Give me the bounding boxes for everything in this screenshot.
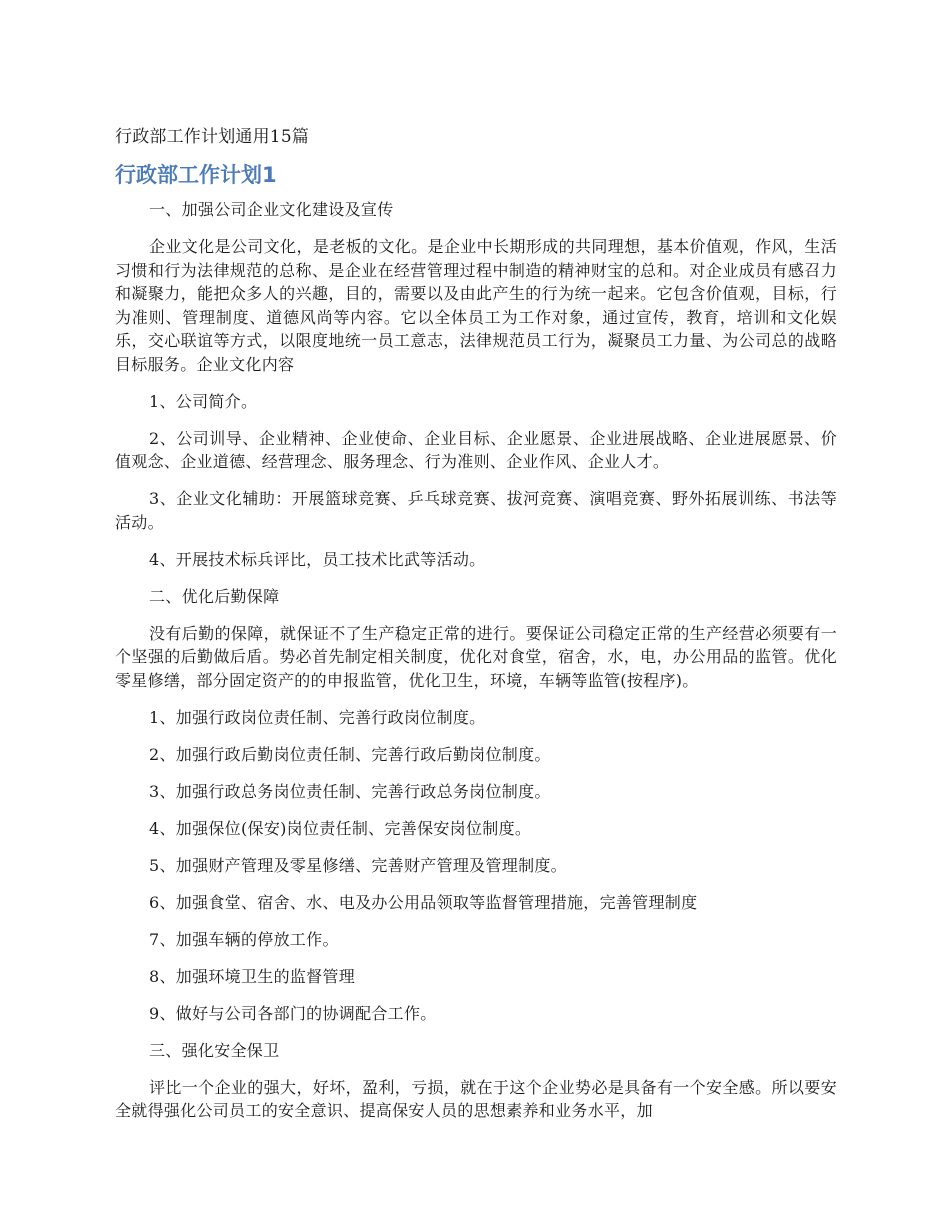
list-item: 2、公司训导、企业精神、企业使命、企业目标、企业愿景、企业进展战略、企业进展愿景、价值观念、企业道德、经营理念、服务理念、行为准则、企业作风、企业人才。 <box>115 428 837 471</box>
paragraph-logistics-body: 没有后勤的保障，就保证不了生产稳定正常的进行。要保证公司稳定正常的生产经营必须要有一个坚强的后勤做后盾。势必首先制定相关制度，优化对食堂，宿舍，水，电，办公用品的监管。优化零星修缮，部分固定资产的的申报监管，优化卫生，环境，车辆等监管(按程序)。 <box>115 623 837 690</box>
document-body <box>115 124 837 1136</box>
list-item: 8、加强环境卫生的监督管理 <box>149 966 356 986</box>
section-heading: 行政部工作计划1 <box>115 163 277 187</box>
document-title: 行政部工作计划通用15篇 <box>115 127 310 147</box>
subheading-security: 三、强化安全保卫 <box>149 1040 280 1060</box>
paragraph-security-body: 评比一个企业的强大，好坏，盈利，亏损，就在于这个企业势必是具备有一个安全感。所以要安全就得强化公司员工的安全意识、提高保安人员的思想素养和业务水平，加 <box>115 1077 837 1120</box>
list-item: 9、做好与公司各部门的协调配合工作。 <box>149 1003 437 1023</box>
subheading-logistics: 二、优化后勤保障 <box>149 586 280 606</box>
subheading-culture: 一、加强公司企业文化建设及宣传 <box>149 200 394 219</box>
list-item: 4、加强保位(保安)岗位责任制、完善保安岗位制度。 <box>149 818 532 838</box>
list-item: 7、加强车辆的停放工作。 <box>149 929 339 949</box>
list-item: 4、开展技术标兵评比，员工技术比武等活动。 <box>149 549 486 569</box>
list-item: 3、企业文化辅助：开展篮球竞赛、乒乓球竞赛、拔河竞赛、演唱竞赛、野外拓展训练、书法等活动。 <box>115 489 837 532</box>
list-item: 3、加强行政总务岗位责任制、完善行政总务岗位制度。 <box>149 781 551 801</box>
paragraph-culture-body: 企业文化是公司文化，是老板的文化。是企业中长期形成的共同理想，基本价值观，作风，生活习惯和行为法律规范的总称、是企业在经营管理过程中制造的精神财宝的总和。对企业成员有感召力和凝聚力，能把众多人的兴趣，目的，需要以及由此产生的行为统一起来。它包含价值观，目标，行为准则、管理制度、道德风尚等内容。它以全体员工为工作对象，通过宣传，教育，培训和文化娱乐，交心联谊等方式，以限度地统一员工意志，法律规范员工行为，凝聚员工力量、为公司总的战略目标服务。企业文化内容 <box>115 237 837 374</box>
list-item: 1、加强行政岗位责任制、完善行政岗位制度。 <box>149 707 486 727</box>
list-item: 1、公司简介。 <box>149 391 258 411</box>
list-item: 6、加强食堂、宿舍、水、电及办公用品领取等监督管理措施，完善管理制度 <box>149 892 698 912</box>
list-item: 2、加强行政后勤岗位责任制、完善行政后勤岗位制度。 <box>149 744 551 764</box>
list-item: 5、加强财产管理及零星修缮、完善财产管理及管理制度。 <box>149 855 567 875</box>
